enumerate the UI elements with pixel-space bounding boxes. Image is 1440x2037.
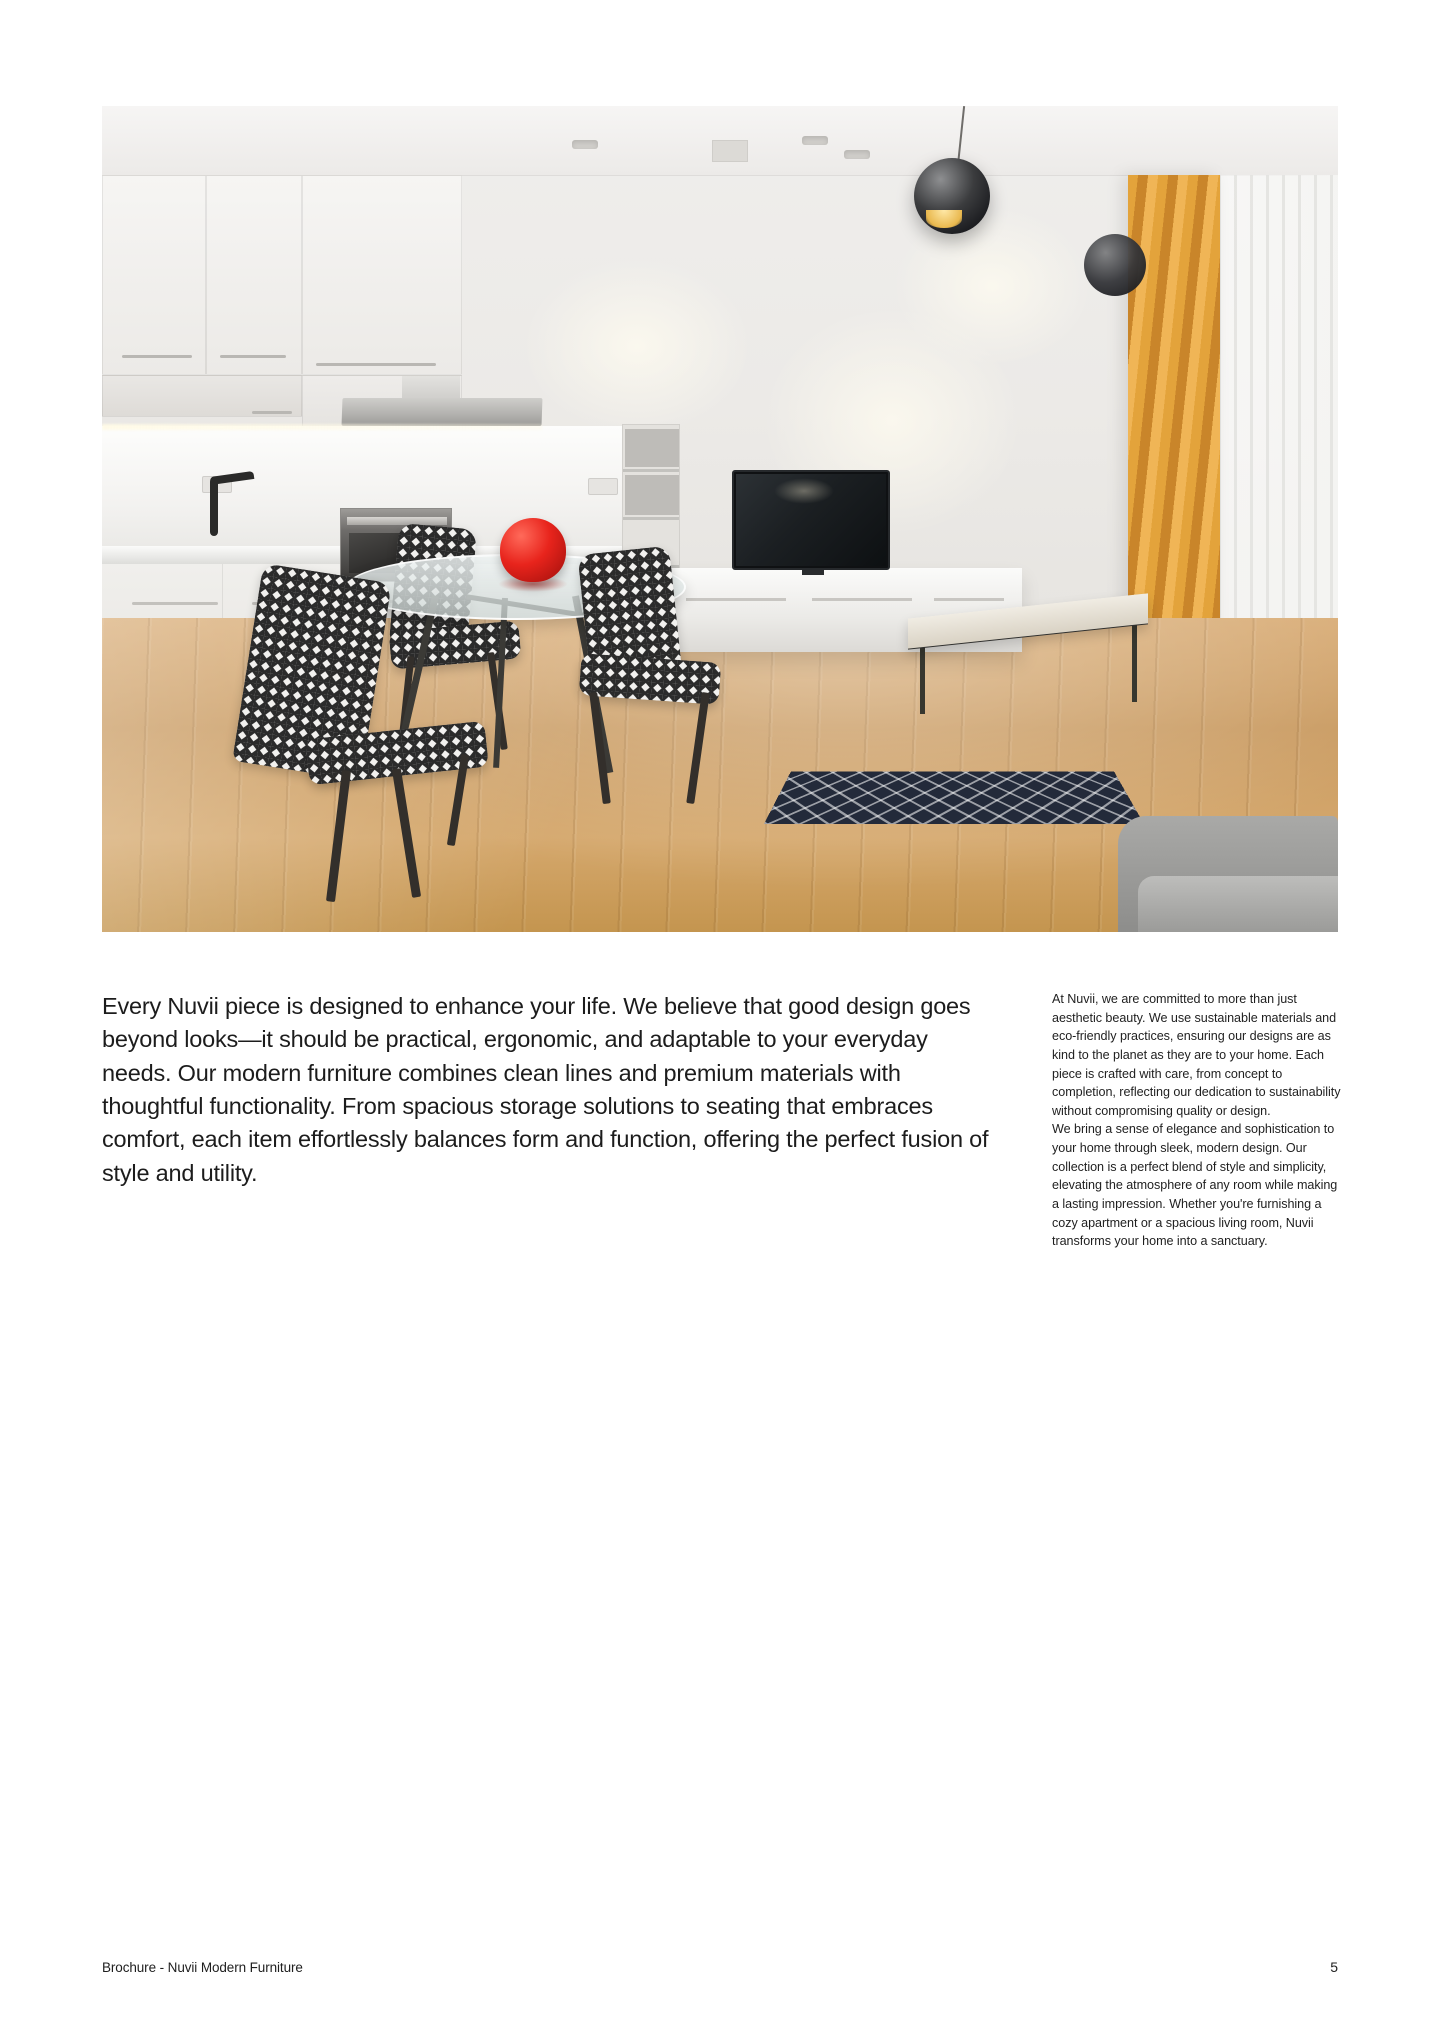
cabinet-door bbox=[302, 175, 462, 375]
sofa bbox=[1118, 816, 1338, 932]
under-cabinet-light bbox=[102, 424, 542, 430]
downlight-icon bbox=[802, 136, 828, 145]
cabinet-handle bbox=[132, 602, 218, 605]
footer-label: Brochure - Nuvii Modern Furniture bbox=[102, 1960, 303, 1975]
downlight-icon bbox=[572, 140, 598, 149]
shelf bbox=[623, 517, 679, 520]
power-socket bbox=[588, 478, 618, 495]
page-number: 5 bbox=[1330, 1959, 1338, 1975]
patterned-rug bbox=[764, 772, 1144, 824]
red-decorative-bowl bbox=[500, 518, 566, 582]
television bbox=[732, 470, 890, 570]
faucet bbox=[210, 478, 218, 536]
sidebar-paragraph-2: We bring a sense of elegance and sophistication to your home through sleek, modern design. Our collection is a perfect blend of style and simplicity, elevating the atmosphere of any room while making a lasting impression. Whether you're furnishing a cozy apartment or a spacious living room, Nuvii transforms your home into a sanctuary. bbox=[1052, 1122, 1338, 1249]
mustard-curtain bbox=[1128, 175, 1220, 655]
range-hood bbox=[342, 398, 543, 426]
sofa-cushion bbox=[1138, 876, 1338, 932]
shelf bbox=[623, 469, 679, 472]
sidebar-text-column bbox=[1052, 990, 1342, 1251]
cabinet-handle bbox=[316, 363, 436, 366]
drawer-handle bbox=[812, 598, 912, 601]
cabinet-door bbox=[102, 175, 206, 375]
drawer-handle bbox=[934, 598, 1004, 601]
tv-screen-reflection bbox=[774, 478, 834, 504]
pendant-lamp-secondary bbox=[1084, 234, 1146, 296]
hero-image-frame bbox=[102, 106, 1338, 932]
cabinet-handle bbox=[220, 355, 286, 358]
ceiling-vent bbox=[712, 140, 748, 162]
lead-paragraph: Every Nuvii piece is designed to enhance your life. We believe that good design goes beyond looks—it should be practical, ergonomic, and adaptable to your everyday needs. Our modern furniture combines clean lines and premium materials with thoughtful functionality. From spacious storage solutions to seating that embraces comfort, each item effortlessly balances form and function, offering the perfect fusion of style and utility. bbox=[102, 993, 989, 1186]
oven-handle bbox=[347, 517, 447, 525]
cabinet-handle bbox=[122, 355, 192, 358]
downlight-icon bbox=[844, 150, 870, 159]
pendant-lamp-glow bbox=[926, 210, 962, 228]
cabinet-handle bbox=[252, 411, 292, 414]
interior-photograph bbox=[102, 106, 1338, 932]
drawer-handle bbox=[686, 598, 786, 601]
sidebar-paragraph-1: At Nuvii, we are committed to more than just aesthetic beauty. We use sustainable materials and eco-friendly practices, ensuring our designs are as kind to the planet as they are to your home. Each piece is crafted with care, from concept to completion, reflecting our dedication to sustainability without compromising quality or design. bbox=[1052, 992, 1341, 1118]
cabinet-door bbox=[206, 175, 302, 375]
